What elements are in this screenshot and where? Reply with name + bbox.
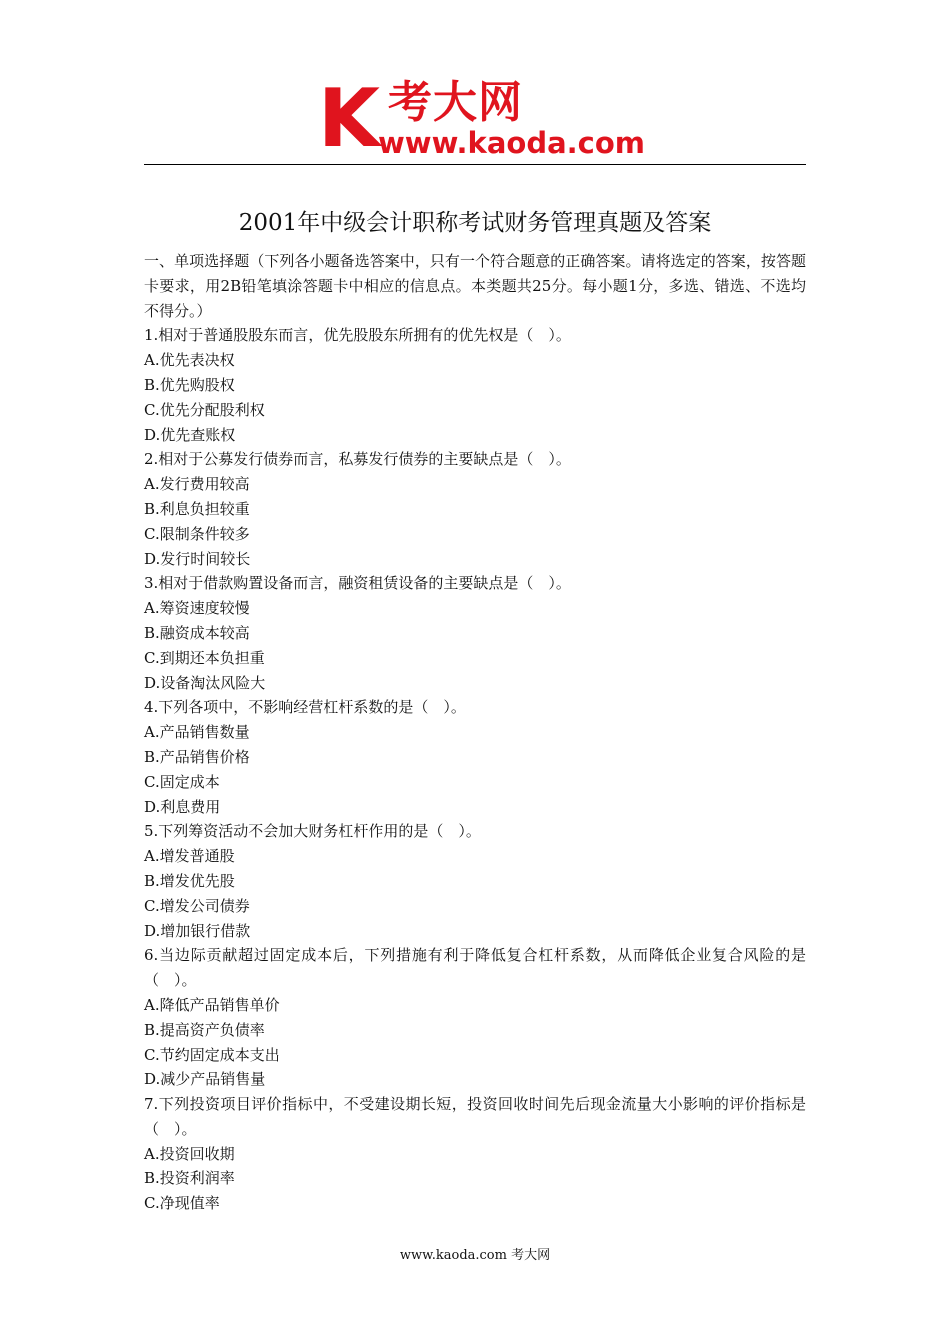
question-block <box>144 1092 806 1216</box>
answer-option: C.限制条件较多 <box>144 524 250 543</box>
answer-option: D.利息费用 <box>144 797 221 816</box>
question-block <box>144 819 806 943</box>
question-block <box>144 943 806 1092</box>
question-stem: 3.相对于借款购置设备而言，融资租赁设备的主要缺点是（ ）。 <box>144 574 571 593</box>
question-stem: 5.下列筹资活动不会加大财务杠杆作用的是（ ）。 <box>144 822 481 841</box>
answer-option: D.设备淘汰风险大 <box>144 673 266 692</box>
answer-option: C.节约固定成本支出 <box>144 1045 280 1064</box>
kaoda-logo <box>318 78 648 160</box>
question-block <box>144 447 806 571</box>
section-intro: 一、单项选择题（下列各小题备选答案中，只有一个符合题意的正确答案。请将选定的答案，按答题卡要求，用2B铅笔填涂答题卡中相应的信息点。本类题共25分。每小题1分，多选、错选、不选均不得分。） <box>144 252 806 320</box>
answer-option: D.优先查账权 <box>144 425 236 444</box>
answer-option: B.优先购股权 <box>144 375 235 394</box>
answer-option: C.净现值率 <box>144 1194 220 1213</box>
answer-option: B.提高资产负债率 <box>144 1020 265 1039</box>
answer-option: A.产品销售数量 <box>144 723 250 742</box>
document-body <box>144 249 806 1216</box>
logo-title: 考大网 <box>388 77 523 128</box>
page-footer: www.kaoda.com 考大网 <box>399 1248 551 1263</box>
answer-option: D.增加银行借款 <box>144 921 251 940</box>
document-title: 2001年中级会计职称考试财务管理真题及答案 <box>238 210 712 236</box>
question-stem: 2.相对于公募发行债券而言，私募发行债券的主要缺点是（ ）。 <box>144 450 571 469</box>
answer-option: A.发行费用较高 <box>144 475 250 494</box>
answer-option: A.增发普通股 <box>144 847 235 866</box>
answer-option: C.优先分配股利权 <box>144 400 265 419</box>
answer-option: B.产品销售价格 <box>144 747 250 766</box>
logo-url: www.kaoda.com <box>378 126 645 160</box>
answer-option: D.减少产品销售量 <box>144 1070 266 1089</box>
question-block <box>144 571 806 695</box>
answer-option: A.投资回收期 <box>144 1144 235 1163</box>
answer-option: A.降低产品销售单价 <box>144 995 280 1014</box>
answer-option: C.增发公司债券 <box>144 896 250 915</box>
question-stem: 4.下列各项中，不影响经营杠杆系数的是（ ）。 <box>144 698 466 717</box>
answer-option: B.增发优先股 <box>144 871 235 890</box>
answer-option: A.优先表决权 <box>144 351 235 370</box>
question-block <box>144 695 806 819</box>
svg-text:K: K <box>318 82 380 154</box>
answer-option: B.融资成本较高 <box>144 623 250 642</box>
question-stem: 7.下列投资项目评价指标中，不受建设期长短，投资回收时间先后现金流量大小影响的评价指标是（ ）。 <box>144 1095 806 1138</box>
question-stem: 1.相对于普通股股东而言，优先股股东所拥有的优先权是（ ）。 <box>144 326 571 345</box>
question-block <box>144 323 806 447</box>
answer-option: D.发行时间较长 <box>144 549 251 568</box>
answer-option: C.到期还本负担重 <box>144 648 265 667</box>
answer-option: C.固定成本 <box>144 772 220 791</box>
header-divider <box>144 164 806 165</box>
answer-option: B.利息负担较重 <box>144 499 250 518</box>
answer-option: B.投资利润率 <box>144 1169 235 1188</box>
answer-option: A.筹资速度较慢 <box>144 599 250 618</box>
question-stem: 6.当边际贡献超过固定成本后，下列措施有利于降低复合杠杆系数，从而降低企业复合风险的是（ ）。 <box>144 946 806 990</box>
